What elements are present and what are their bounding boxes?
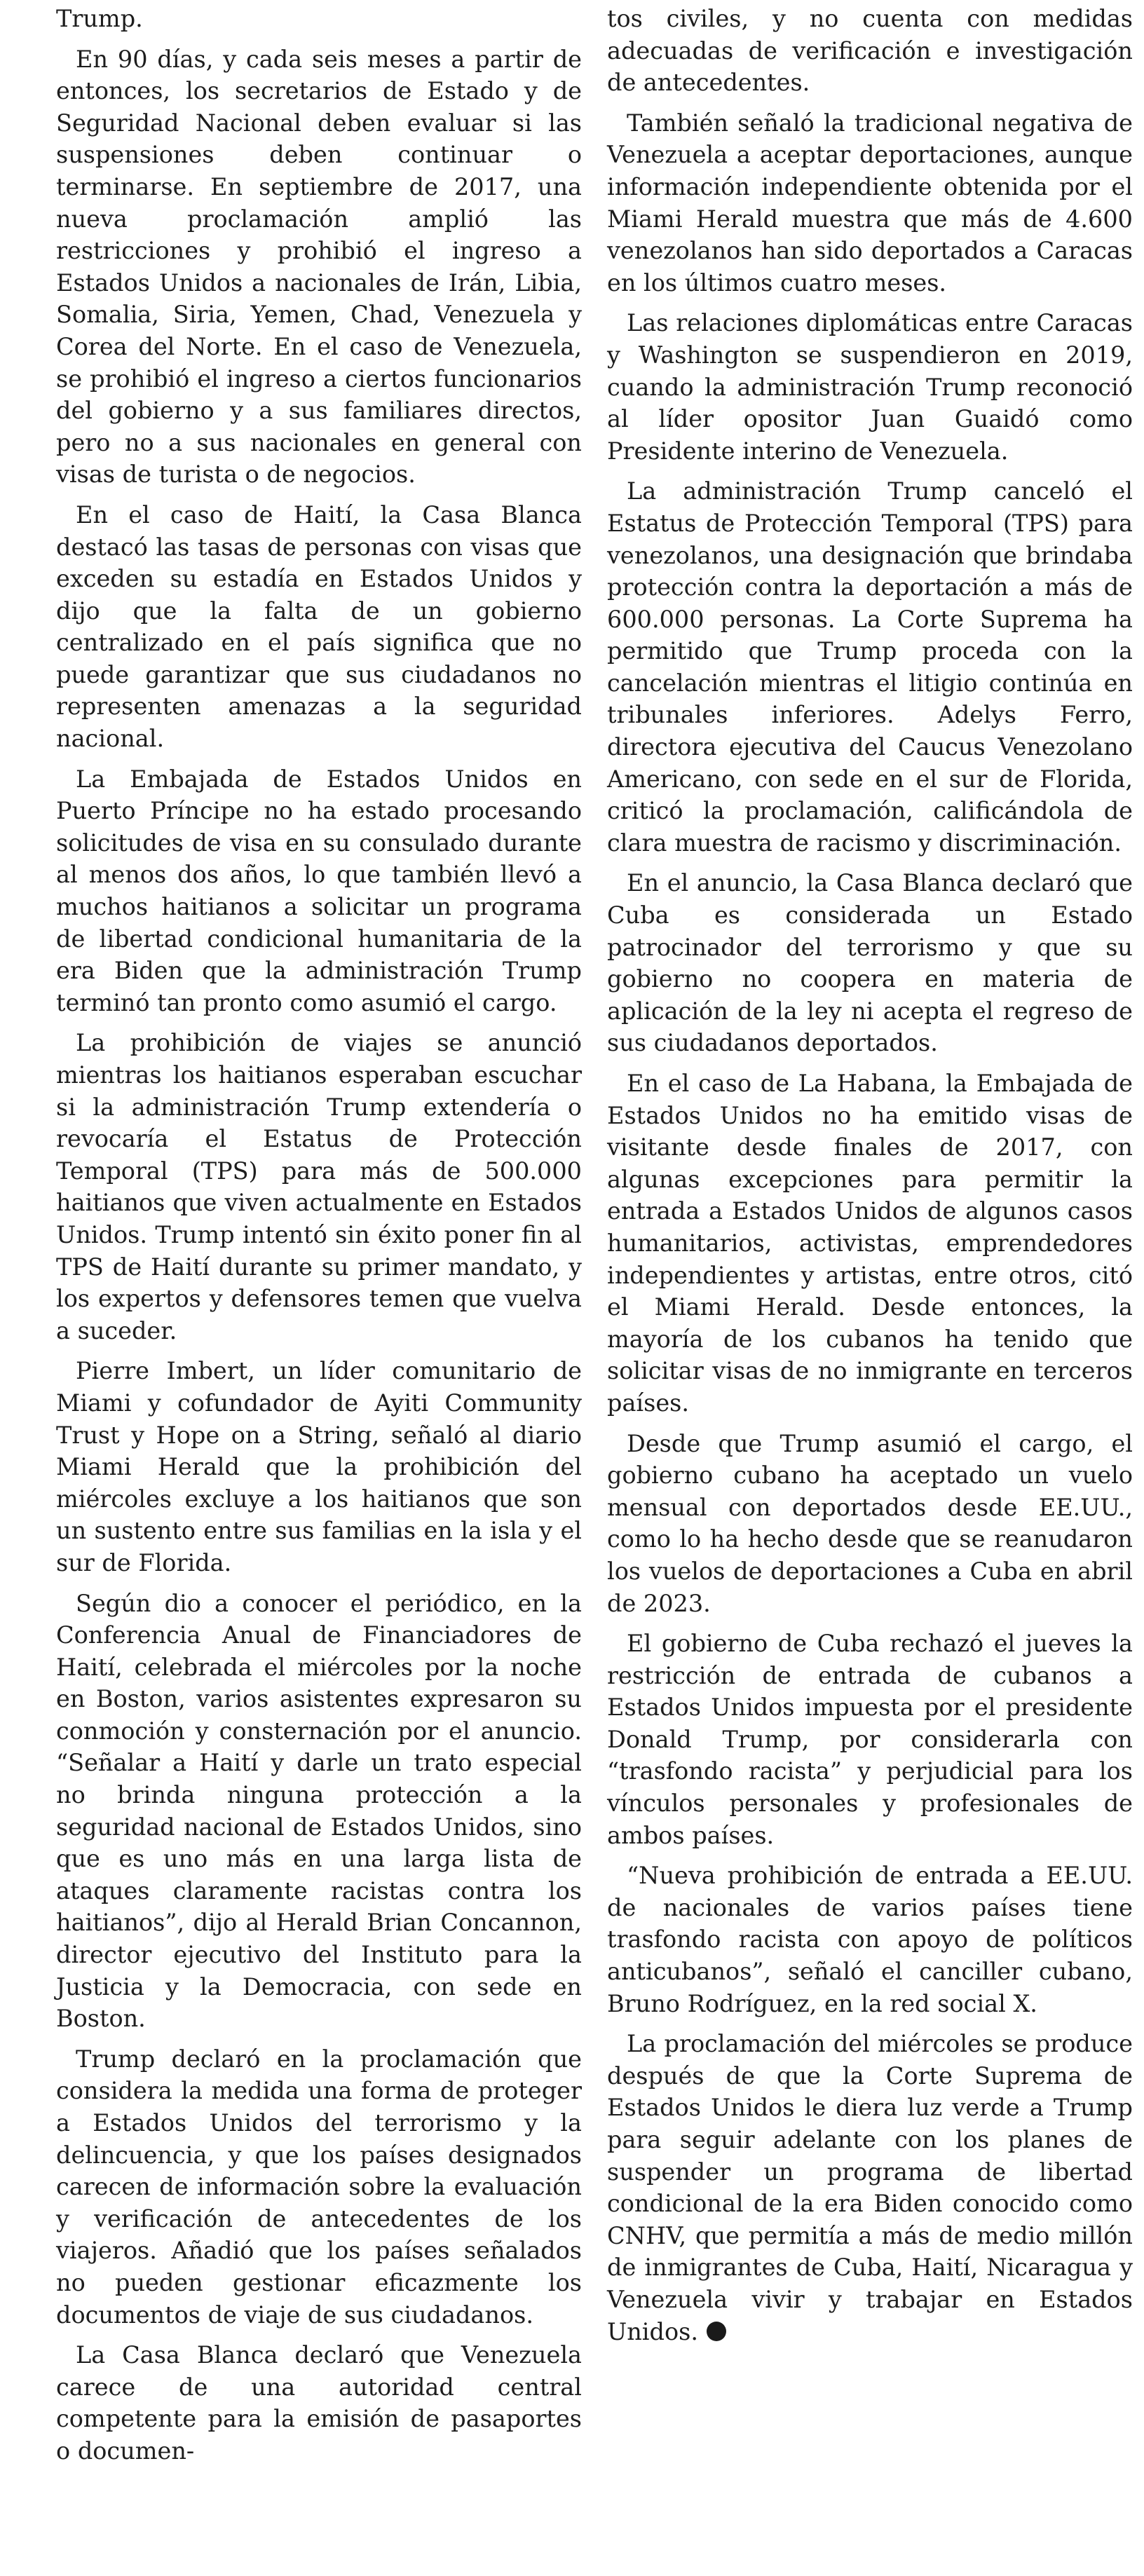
article-paragraph: La Embajada de Estados Unidos en Puerto Príncipe no ha estado procesando solicitudes de visa en su consulado durante al menos dos años, lo que también llevó a muchos haitianos a solicitar un programa de libertad condicional humanitaria de la era Biden que la administración Trump terminó tan pronto como asumió el cargo. xyxy=(56,765,582,1016)
article-paragraph: Según dio a conocer el periódico, en la Conferencia Anual de Financiadores de Haití, celebrada el miércoles por la noche en Boston, varios asistentes expresaron su conmoción y consternación por el anuncio. “Señalar a Haití y darle un trato especial no brinda ninguna protección a la seguridad nacional de Estados Unidos, sino que es uno más en una larga lista de ataques claramente racistas contra los haitianos”, dijo al Herald Brian Concannon, director ejecutivo del Instituto para la Justicia y la Democracia, con sede en Boston. xyxy=(56,1589,582,2033)
article-paragraph: La administración Trump canceló el Estatus de Protección Temporal (TPS) para venezolanos, una designación que brindaba protección contra la deportación a más de 600.000 personas. La Corte Suprema ha permitido que Trump proceda con la cancelación mientras el litigio continúa en tribunales inferiores. Adelys Ferro, directora ejecutiva del Caucus Venezolano Americano, con sede en el sur de Florida, criticó la proclamación, calificándola de clara muestra de racismo y discriminación. xyxy=(607,477,1133,857)
article-paragraph: La Casa Blanca declaró que Venezuela carece de una autoridad central competente para la emisión de pasaportes o documen- xyxy=(56,2341,582,2465)
article-paragraph: Las relaciones diplomáticas entre Caracas y Washington se suspendieron en 2019, cuando la administración Trump reconoció al líder opositor Juan Guaidó como Presidente interino de Venezuela. xyxy=(607,309,1133,465)
article-paragraph: Trump. xyxy=(56,5,143,32)
article-paragraph: La prohibición de viajes se anunció mientras los haitianos esperaban escuchar si la administración Trump extendería o revocaría el Estatus de Protección Temporal (TPS) para más de 500.000 haitianos que viven actualmente en Estados Unidos. Trump intentó sin éxito poner fin al TPS de Haití durante su primer mandato, y los expertos y defensores temen que vuelva a suceder. xyxy=(56,1029,582,1344)
article-paragraph: También señaló la tradicional negativa de Venezuela a aceptar deportaciones, aunque información independiente obtenida por el Miami Herald muestra que más de 4.600 venezolanos han sido deportados a Caracas en los últimos cuatro meses. xyxy=(607,109,1133,297)
article-paragraph: Desde que Trump asumió el cargo, el gobierno cubano ha aceptado un vuelo mensual con deportados desde EE.UU., como lo ha hecho desde que se reanudaron los vuelos de deportaciones a Cuba en abril de 2023. xyxy=(607,1429,1133,1617)
article-column-right xyxy=(607,3,1133,2356)
article-paragraph: Pierre Imbert, un líder comunitario de Miami y cofundador de Ayiti Community Trust y Hope on a String, señaló al diario Miami Herald que la prohibición del miércoles excluye a los haitianos que son un sustento entre sus familias en la isla y el sur de Florida. xyxy=(56,1357,582,1576)
end-of-article-bullet-icon xyxy=(707,2322,726,2341)
article-paragraph-final xyxy=(607,2028,1133,2347)
article-paragraph: En el caso de La Habana, la Embajada de Estados Unidos no ha emitido visas de visitante desde finales de 2017, con algunas excepciones para permitir la entrada a Estados Unidos de algunos casos humanitarios, activistas, emprendedores independientes y artistas, entre otros, citó el Miami Herald. Desde entonces, la mayoría de los cubanos ha tenido que solicitar visas de no inmigrante en terceros países. xyxy=(607,1070,1133,1417)
article-paragraph: “Nueva prohibición de entrada a EE.UU. de nacionales de varios países tiene trasfondo racista con apoyo de políticos anticubanos”, señaló el canciller cubano, Bruno Rodríguez, en la red social X. xyxy=(607,1862,1133,2017)
article-column-left xyxy=(56,3,582,2476)
article-paragraph: tos civiles, y no cuenta con medidas adecuadas de verificación e investigación de antecedentes. xyxy=(607,5,1133,97)
article-paragraph: El gobierno de Cuba rechazó el jueves la restricción de entrada de cubanos a Estados Unidos impuesta por el presidente Donald Trump, por considerarla con “trasfondo racista” y perjudicial para los vínculos personales y profesionales de ambos países. xyxy=(607,1630,1133,1849)
article-paragraph: En el anuncio, la Casa Blanca declaró que Cuba es considerada un Estado patrocinador del terrorismo y que su gobierno no coopera en materia de aplicación de la ley ni acepta el regreso de sus ciudadanos deportados. xyxy=(607,869,1133,1057)
article-paragraph: En 90 días, y cada seis meses a partir de entonces, los secretarios de Estado y de Seguridad Nacional deben evaluar si las suspensiones deben continuar o terminarse. En septiembre de 2017, una nueva proclamación amplió las restricciones y prohibió el ingreso a Estados Unidos a nacionales de Irán, Libia, Somalia, Siria, Yemen, Chad, Venezuela y Corea del Norte. En el caso de Venezuela, se prohibió el ingreso a ciertos funcionarios del gobierno y a sus familiares directos, pero no a sus nacionales en general con visas de turista o de negocios. xyxy=(56,45,582,489)
article-paragraph: Trump declaró en la proclamación que considera la medida una forma de proteger a Estados Unidos del terrorismo y la delincuencia, y que los países designados carecen de información sobre la evaluación y verificación de antecedentes de los viajeros. Añadió que los países señalados no pueden gestionar eficazmente los documentos de viaje de sus ciudadanos. xyxy=(56,2045,582,2329)
article-paragraph-final-text: La proclamación del miércoles se produce después de que la Corte Suprema de Estados Unidos le diera luz verde a Trump para seguir adelante con los planes de suspender un programa de libertad condicional de la era Biden conocido como CNHV, que permitía a más de medio millón de inmigrantes de Cuba, Haití, Nicaragua y Venezuela vivir y trabajar en Estados Unidos. xyxy=(607,2030,1133,2345)
article-paragraph: En el caso de Haití, la Casa Blanca destacó las tasas de personas con visas que exceden su estadía en Estados Unidos y dijo que la falta de un gobierno centralizado en el país significa que no puede garantizar que sus ciudadanos no representen amenazas a la seguridad nacional. xyxy=(56,500,582,753)
